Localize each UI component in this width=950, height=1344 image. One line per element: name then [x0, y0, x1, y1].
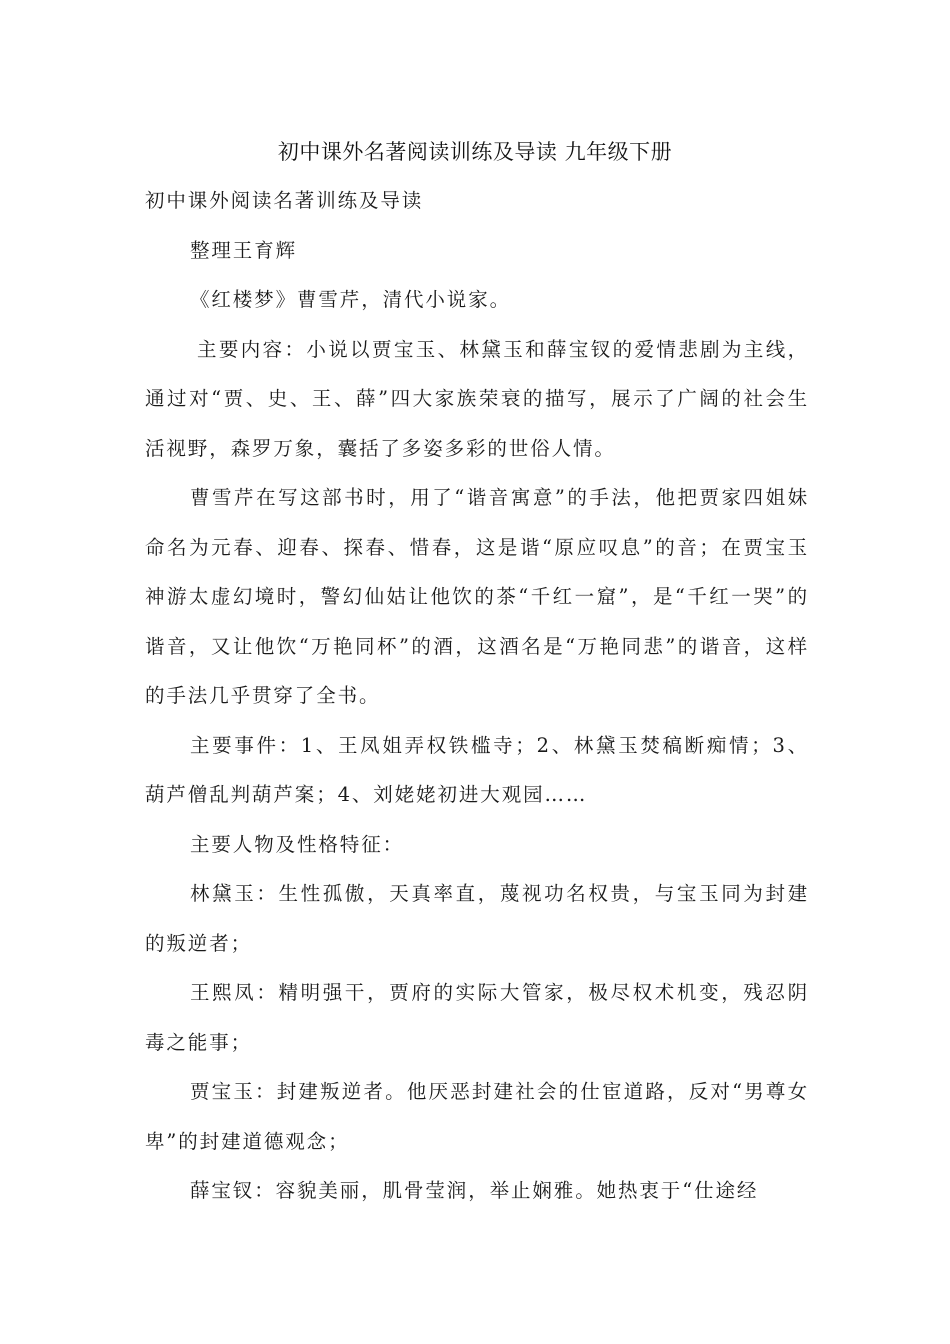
character-wang-xifeng: 王熙凤：精明强干，贾府的实际大管家，极尽权术机变，残忍阴毒之能事；	[145, 981, 809, 1054]
technique-paragraph: 曹雪芹在写这部书时，用了“谐音寓意”的手法，他把贾家四姐妹命名为元春、迎春、探春、惜春，这是谐“原应叹息”的音；在贾宝玉神游太虚幻境时，警幻仙姑让他饮的茶“千红一窟”，是“千红一哭”的谐音，又让他饮“万艳同杯”的酒，这酒名是“万艳同悲”的谐音，这样的手法几乎贯穿了全书。	[145, 486, 809, 707]
document-body	[145, 176, 809, 1216]
book-intro-paragraph: 《红楼梦》曹雪芹，清代小说家。	[190, 288, 512, 311]
character-lin-daiyu: 林黛玉：生性孤傲，天真率直，蔑视功名权贵，与宝玉同为封建的叛逆者；	[145, 882, 809, 955]
main-content-paragraph: 主要内容：小说以贾宝玉、林黛玉和薛宝钗的爱情悲剧为主线，通过对“贾、史、王、薛”四大家族荣衰的描写，展示了广阔的社会生活视野，森罗万象，囊括了多姿多彩的世俗人情。	[145, 337, 809, 460]
document-title: 初中课外名著阅读训练及导读 九年级下册	[277, 140, 673, 164]
character-jia-baoyu: 贾宝玉：封建叛逆者。他厌恶封建社会的仕宦道路，反对“男尊女卑”的封建道德观念；	[145, 1080, 809, 1153]
characters-heading-paragraph: 主要人物及性格特征：	[190, 832, 405, 856]
subtitle-paragraph: 初中课外阅读名著训练及导读	[145, 189, 424, 212]
main-events-paragraph: 主要事件：1、王凤姐弄权铁槛寺；2、林黛玉焚稿断痴情；3、葫芦僧乱判葫芦案；4、刘姥姥初进大观园……	[145, 733, 809, 806]
character-xue-baochai: 薛宝钗：容貌美丽，肌骨莹润，举止娴雅。她热衷于“仕途经	[190, 1179, 759, 1202]
author-paragraph: 整理王育辉	[190, 238, 298, 262]
